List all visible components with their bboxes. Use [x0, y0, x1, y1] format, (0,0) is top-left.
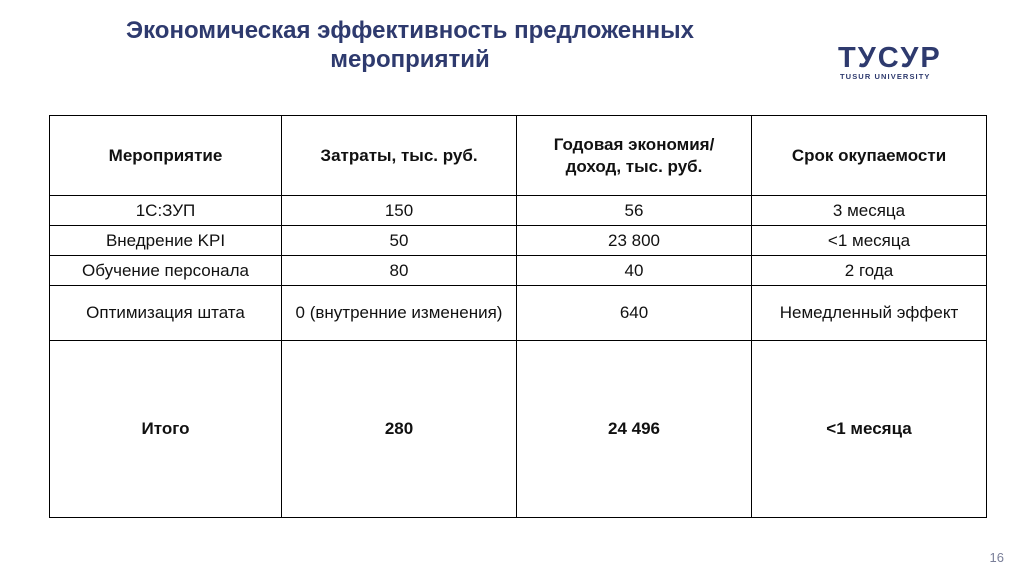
- slide-title-line-2: мероприятий: [330, 46, 490, 73]
- cell-payback: 3 месяца: [752, 196, 987, 226]
- total-payback: <1 месяца: [752, 341, 987, 518]
- cell-savings: 23 800: [517, 226, 752, 256]
- table-total-row: [50, 341, 987, 518]
- logo-sub-text: TUSUR UNIVERSITY: [840, 72, 931, 81]
- slide-title-line-1: Экономическая эффективность предложенных: [126, 17, 694, 44]
- cell-payback: 2 года: [752, 256, 987, 286]
- header-costs: Затраты, тыс. руб.: [282, 116, 517, 196]
- total-costs: 280: [282, 341, 517, 518]
- cell-measure: Внедрение KPI: [50, 226, 282, 256]
- logo-main-text: ТУСУР: [838, 42, 942, 74]
- table-row: [50, 256, 987, 286]
- cell-costs: 80: [282, 256, 517, 286]
- cell-savings: 56: [517, 196, 752, 226]
- cell-savings: 40: [517, 256, 752, 286]
- cell-payback: <1 месяца: [752, 226, 987, 256]
- slide-title: [0, 16, 820, 74]
- table-row: [50, 196, 987, 226]
- header-measure: Мероприятие: [50, 116, 282, 196]
- cell-savings: 640: [517, 286, 752, 341]
- cell-costs: 0 (внутренние изменения): [282, 286, 517, 341]
- table-row: [50, 286, 987, 341]
- cell-costs: 50: [282, 226, 517, 256]
- cell-payback: Немедленный эффект: [752, 286, 987, 341]
- header-annual-savings: Годовая экономия/доход, тыс. руб.: [517, 116, 752, 196]
- header-payback: Срок окупаемости: [752, 116, 987, 196]
- cell-measure: Оптимизация штата: [50, 286, 282, 341]
- total-label: Итого: [50, 341, 282, 518]
- table-row: [50, 226, 987, 256]
- cell-measure: Обучение персонала: [50, 256, 282, 286]
- cell-measure: 1С:ЗУП: [50, 196, 282, 226]
- cell-costs: 150: [282, 196, 517, 226]
- table-header-row: [50, 116, 987, 196]
- page-number: 16: [989, 550, 1004, 565]
- tusur-logo: [838, 44, 958, 81]
- efficiency-table: [49, 115, 987, 518]
- total-savings: 24 496: [517, 341, 752, 518]
